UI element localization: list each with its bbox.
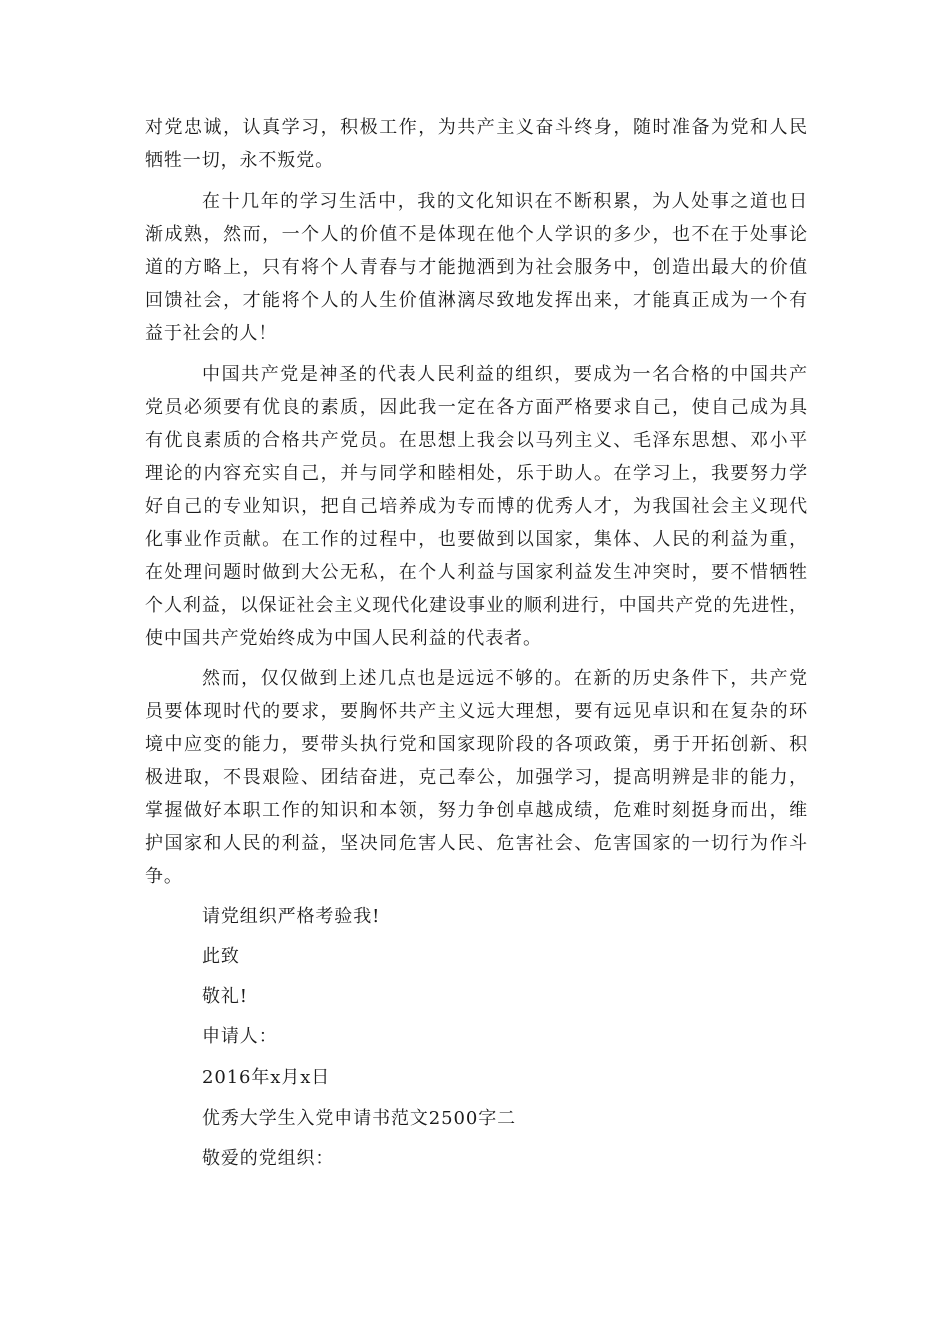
paragraph-line: 党员必须要有优良的素质，因此我一定在各方面严格要求自己，使自己成为具 (145, 397, 808, 418)
paragraph-line: 使中国共产党始终成为中国人民利益的代表者。 (145, 628, 542, 649)
next-section-title: 优秀大学生入党申请书范文2500字二 (202, 1108, 517, 1129)
paragraph-line: 个人利益，以保证社会主义现代化建设事业的顺利进行，中国共产党的先进性， (145, 595, 808, 616)
closing-salutation-1: 此致 (202, 946, 240, 967)
paragraph-line: 对党忠诚，认真学习，积极工作，为共产主义奋斗终身，随时准备为党和人民 (145, 117, 808, 138)
paragraph-line: 好自己的专业知识，把自己培养成为专而博的优秀人才，为我国社会主义现代 (145, 496, 808, 517)
paragraph-line: 在处理问题时做到大公无私，在个人利益与国家利益发生冲突时，要不惜牺牲 (145, 562, 808, 583)
paragraph-line: 在十几年的学习生活中，我的文化知识在不断积累，为人处事之道也日 (202, 191, 808, 212)
paragraph-line: 极进取，不畏艰险、团结奋进，克己奉公，加强学习，提高明辨是非的能力， (145, 767, 808, 788)
paragraph-line: 员要体现时代的要求，要胸怀共产主义远大理想，要有远见卓识和在复杂的环 (145, 701, 808, 722)
paragraph-line: 益于社会的人！ (145, 323, 278, 344)
applicant-label: 申请人： (202, 1026, 278, 1047)
paragraph-line: 护国家和人民的利益，坚决同危害人民、危害社会、危害国家的一切行为作斗 (145, 833, 808, 854)
paragraph-line: 牺牲一切，永不叛党。 (145, 150, 334, 171)
paragraph-line: 渐成熟，然而，一个人的价值不是体现在他个人学识的多少，也不在于处事论 (145, 224, 808, 245)
next-section-greeting: 敬爱的党组织： (202, 1148, 335, 1169)
application-date: 2016年x月x日 (202, 1067, 331, 1088)
paragraph-line: 争。 (145, 866, 183, 887)
paragraph-line: 掌握做好本职工作的知识和本领，努力争创卓越成绩，危难时刻挺身而出，维 (145, 800, 808, 821)
paragraph-line: 道的方略上，只有将个人青春与才能抛洒到为社会服务中，创造出最大的价值 (145, 257, 808, 278)
paragraph-line: 回馈社会，才能将个人的人生价值淋漓尽致地发挥出来，才能真正成为一个有 (145, 290, 808, 311)
paragraph-line: 化事业作贡献。在工作的过程中，也要做到以国家，集体、人民的利益为重， (145, 529, 808, 550)
paragraph-line: 境中应变的能力，要带头执行党和国家现阶段的各项政策，勇于开拓创新、积 (145, 734, 808, 755)
paragraph-line: 中国共产党是神圣的代表人民利益的组织，要成为一名合格的中国共产 (202, 364, 808, 385)
paragraph-line: 有优良素质的合格共产党员。在思想上我会以马列主义、毛泽东思想、邓小平 (145, 430, 808, 451)
paragraph-line: 然而，仅仅做到上述几点也是远远不够的。在新的历史条件下，共产党 (202, 668, 808, 689)
closing-request: 请党组织严格考验我! (202, 906, 381, 927)
paragraph-line: 理论的内容充实自己，并与同学和睦相处，乐于助人。在学习上，我要努力学 (145, 463, 808, 484)
closing-salutation-2: 敬礼! (202, 986, 248, 1007)
